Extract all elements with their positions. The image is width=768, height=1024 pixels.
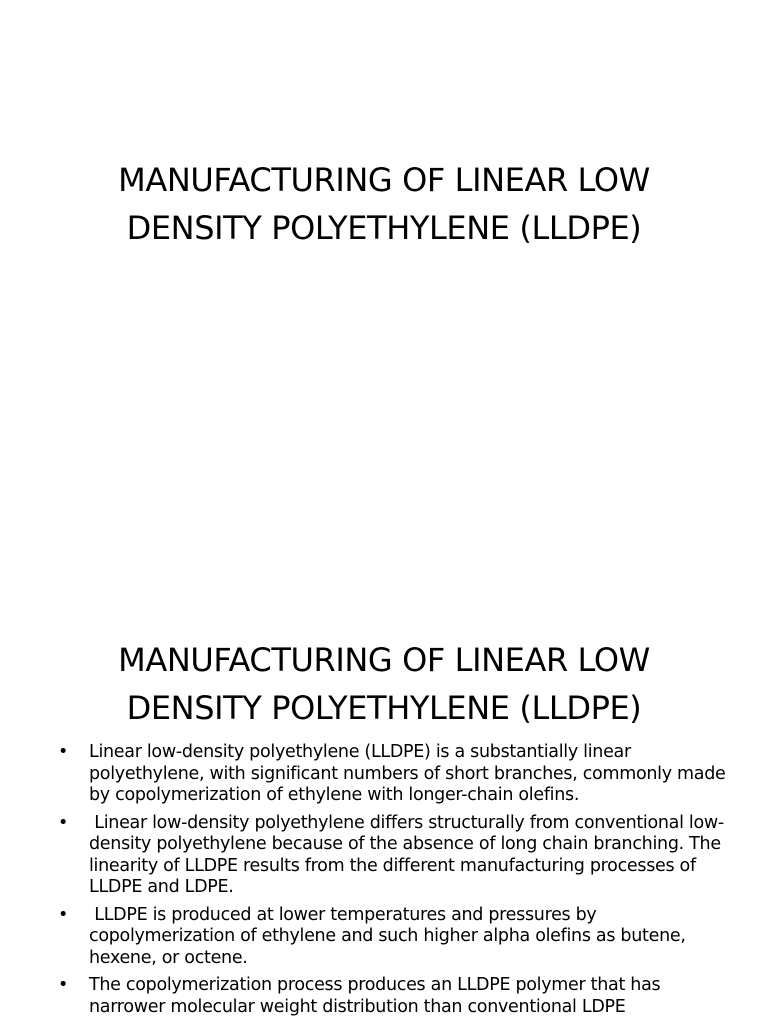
bullet-icon: • bbox=[58, 975, 69, 995]
bullet-text: LLDPE is produced at lower temperatures and pressures by copolymerization of ethylene and such higher alpha olefins as butene, hexene, or octene. bbox=[89, 904, 691, 968]
slide-title: MANUFACTURING OF LINEAR LOW DENSITY POLYETHYLENE (LLDPE) bbox=[118, 641, 650, 727]
bullet-item bbox=[58, 813, 738, 899]
bullet-text: The copolymerization process produces an LLDPE polymer that has narrower molecular weight distribution than conventional LDPE bbox=[89, 975, 661, 1017]
bullet-item bbox=[58, 905, 738, 970]
bullet-icon: • bbox=[58, 742, 69, 762]
bullet-list bbox=[58, 742, 738, 1024]
bullet-item bbox=[58, 975, 738, 1018]
slide-title: MANUFACTURING OF LINEAR LOW DENSITY POLYETHYLENE (LLDPE) bbox=[118, 161, 650, 247]
bullet-text: Linear low-density polyethylene (LLDPE) is a substantially linear polyethylene, with significant numbers of short branches, commonly made by copolymerization of ethylene with longer-chain olefins. bbox=[89, 742, 726, 805]
bullet-icon: • bbox=[58, 812, 69, 833]
bullet-text: Linear low-density polyethylene differs structurally from conventional low-density polyethylene because of the absence of long chain branching. The linearity of LLDPE results from the different manufacturing processes of LLDPE and LDPE. bbox=[89, 812, 727, 897]
bullet-icon: • bbox=[58, 904, 69, 925]
bullet-item bbox=[58, 742, 738, 807]
content-slide bbox=[0, 576, 768, 1024]
